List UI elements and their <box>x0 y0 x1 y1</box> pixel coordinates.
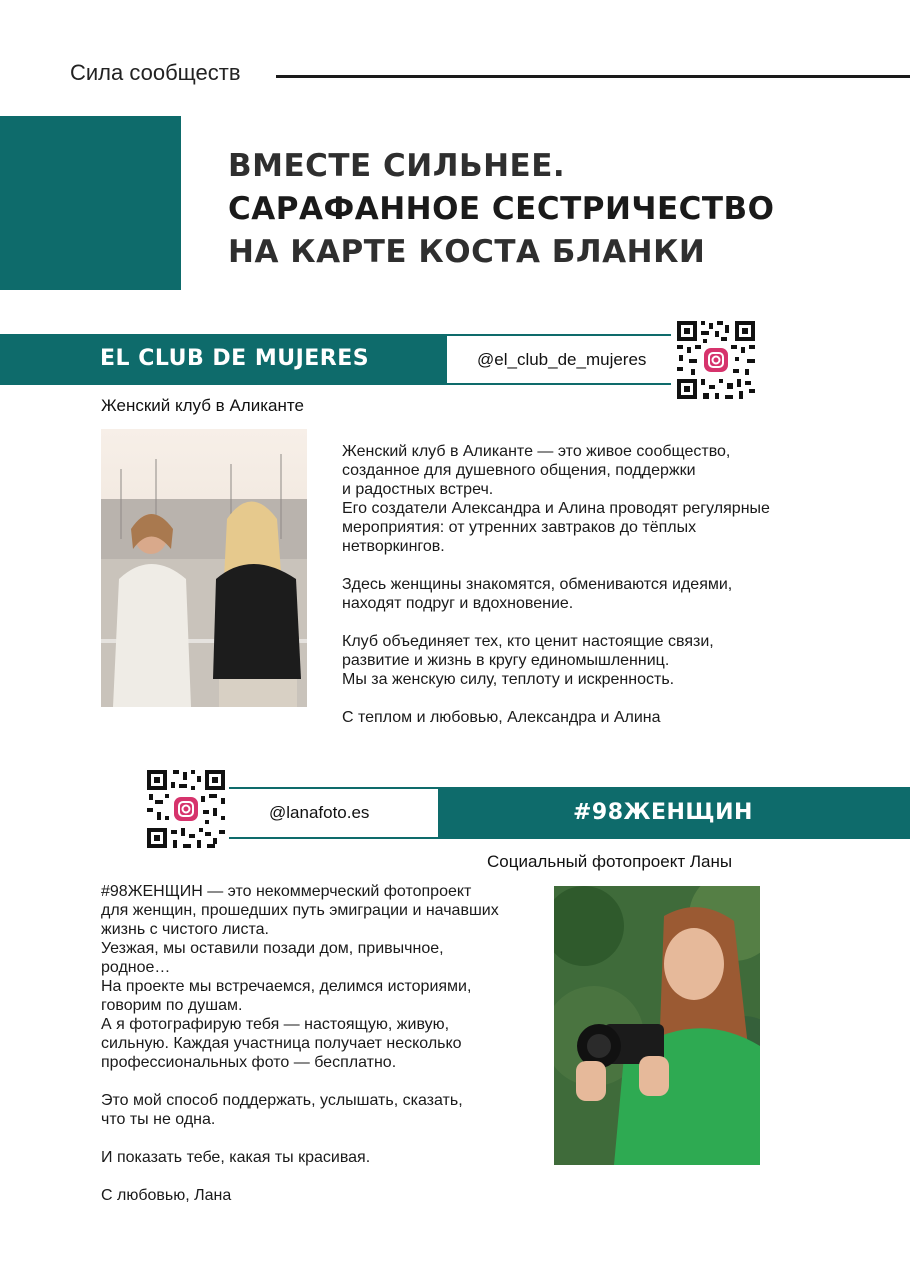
club-subtitle: Женский клуб в Аликанте <box>101 396 304 415</box>
club-qr-code[interactable] <box>674 318 758 402</box>
club-text-line: и радостных встреч. <box>342 481 494 498</box>
project-handle-box[interactable] <box>229 787 438 839</box>
project-text-line: жизнь с чистого листа. <box>101 921 269 938</box>
club-handle-box[interactable] <box>447 334 671 385</box>
project-text-line: сильную. Каждая участница получает несколько <box>101 1035 462 1052</box>
project-photographer-photo <box>554 886 760 1165</box>
project-text-line: профессиональных фото — бесплатно. <box>101 1054 397 1071</box>
club-description <box>342 442 842 727</box>
title-line-2: САРАФАННОЕ СЕСТРИЧЕСТВО <box>228 191 775 227</box>
club-banner-title: EL CLUB DE MUJERES <box>100 346 370 371</box>
club-founders-photo <box>101 429 307 707</box>
project-description <box>101 882 561 1205</box>
project-banner-title: #98ЖЕНЩИН <box>573 800 753 825</box>
project-text-line: Уезжая, мы оставили позади дом, привычное, <box>101 940 444 957</box>
title-line-3: НА КАРТЕ КОСТА БЛАНКИ <box>228 234 706 270</box>
project-qr-code[interactable] <box>144 767 228 851</box>
project-text-line: родное… <box>101 959 171 976</box>
section-label: Сила сообществ <box>70 60 241 85</box>
club-text-line: развитие и жизнь в кругу единомышленниц. <box>342 652 670 669</box>
project-text-line: что ты не одна. <box>101 1111 216 1128</box>
club-text-line: созданное для душевного общения, поддержки <box>342 462 696 479</box>
club-instagram-handle[interactable]: @el_club_de_mujeres <box>477 349 647 369</box>
project-text-line: #98ЖЕНЩИН — это некоммерческий фотопроект <box>101 883 472 900</box>
club-qr-graphic <box>674 318 758 402</box>
project-text-line: На проекте мы встречаемся, делимся историями, <box>101 978 472 995</box>
project-qr-graphic <box>144 767 228 851</box>
project-text-line: Это мой способ поддержать, услышать, сказать, <box>101 1092 463 1109</box>
club-text-line: Женский клуб в Аликанте — это живое сообщество, <box>342 443 731 460</box>
section-divider <box>276 75 910 78</box>
project-subtitle: Социальный фотопроект Ланы <box>487 852 733 871</box>
project-text-line: А я фотографирую тебя — настоящую, живую, <box>101 1016 450 1033</box>
club-text-line: нетворкингов. <box>342 538 445 555</box>
page-title <box>228 145 775 274</box>
club-text-line: Мы за женскую силу, теплоту и искренность. <box>342 671 675 688</box>
club-text-line: С теплом и любовью, Александра и Алина <box>342 709 661 726</box>
project-instagram-handle[interactable]: @lanafoto.es <box>269 803 370 822</box>
project-text-line: С любовью, Лана <box>101 1187 232 1204</box>
club-text-line: Клуб объединяет тех, кто ценит настоящие связи, <box>342 633 714 650</box>
club-text-line: мероприятия: от утренних завтраков до тёплых <box>342 519 697 536</box>
club-text-line: Здесь женщины знакомятся, обмениваются идеями, <box>342 576 733 593</box>
club-text-line: Его создатели Александра и Алина проводят регулярные <box>342 500 770 517</box>
project-text-line: И показать тебе, какая ты красивая. <box>101 1149 371 1166</box>
project-text-line: говорим по душам. <box>101 997 243 1014</box>
title-accent-block <box>0 116 181 290</box>
project-text-line: для женщин, прошедших путь эмиграции и начавших <box>101 902 499 919</box>
club-text-line: находят подруг и вдохновение. <box>342 595 574 612</box>
title-line-1: ВМЕСТЕ СИЛЬНЕЕ. <box>228 148 566 184</box>
